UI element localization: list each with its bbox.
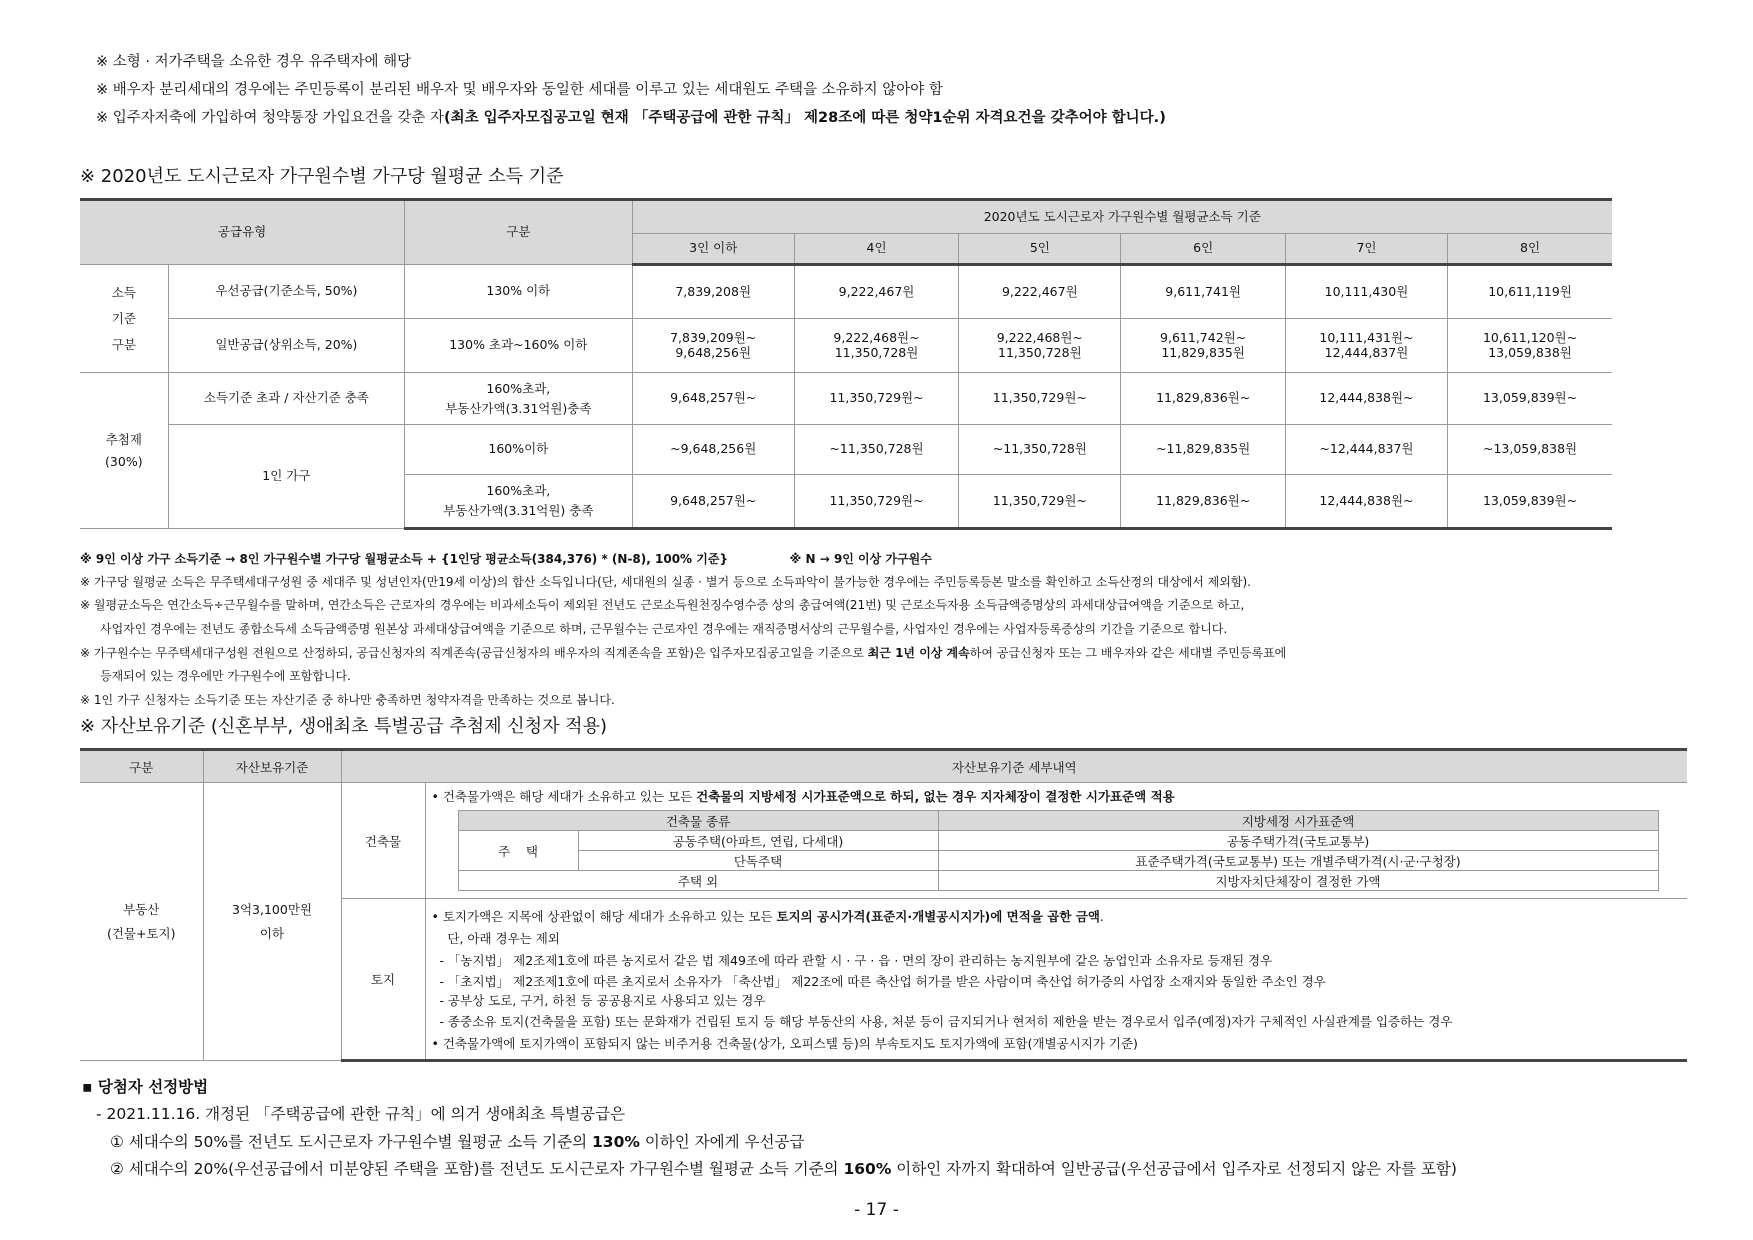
income-value: 9,222,467원 bbox=[959, 265, 1121, 319]
asset-criteria bbox=[203, 783, 341, 1061]
range-to: 11,350,728원 bbox=[998, 344, 1082, 360]
column-header: 3인 이하 bbox=[632, 234, 794, 265]
building-value: 지방자치단체장이 결정한 가액 bbox=[938, 871, 1658, 891]
asset-criteria-line: 3억3,100만원 bbox=[232, 901, 312, 917]
income-value: ~11,829,835원 bbox=[1121, 425, 1285, 475]
asset-category-line: 부동산 bbox=[123, 901, 160, 917]
range-from: 10,111,431원~ bbox=[1319, 330, 1414, 346]
income-value: 10,611,119원 bbox=[1448, 265, 1612, 319]
income-value: 11,350,729원~ bbox=[794, 373, 958, 425]
land-line: 단, 아래 경우는 제외 bbox=[431, 931, 560, 946]
criteria-line: 160%초과, bbox=[486, 483, 551, 498]
asset-table bbox=[80, 748, 1687, 1062]
income-group-label-line: 구분 bbox=[111, 336, 136, 352]
land-line-text: • 토지가액은 지목에 상관없이 해당 세대가 소유하고 있는 모든 bbox=[431, 909, 777, 924]
range-from: 9,222,468원~ bbox=[833, 330, 920, 346]
income-value: ~9,648,256원 bbox=[632, 425, 794, 475]
income-value: 11,350,729원~ bbox=[959, 475, 1121, 529]
selection-line-3-a: ② 세대수의 20%(우선공급에서 미분양된 주택을 포함)를 전년도 도시근로자 가구원수별 월평균 소득 기준의 bbox=[110, 1160, 844, 1178]
range-from: 7,839,209원~ bbox=[670, 330, 757, 346]
footnote-2: ※ 가구당 월평균 소득은 무주택세대구성원 중 세대주 및 성년인자(만19세 이상)의 합산 소득입니다(단, 세대원의 실종 · 별거 등으로 소득파악이 불가능한 경우에는 주민등록등본 말소를 확인하고 소득산정의 대상에서 제외함). bbox=[80, 575, 1251, 589]
criteria-line: 160%초과, bbox=[486, 380, 551, 396]
footnote-3: ※ 월평균소득은 연간소득÷근무월수를 말하며, 연간소득은 근로자의 경우에는 비과세소득이 제외된 전년도 근로소득원천징수영수증 상의 총급여액(21번) 및 근로소득자용 소득금액증명상의 과세대상급여액을 기준으로 하고, bbox=[80, 598, 1245, 612]
footnote-4-b: 하여 공급신청자 또는 그 배우자와 같은 세대별 주민등록표에 bbox=[969, 646, 1287, 660]
income-value: 13,059,839원~ bbox=[1448, 475, 1612, 529]
land-label: 토지 bbox=[341, 899, 425, 1061]
range-to: 12,444,837원 bbox=[1324, 344, 1409, 360]
land-line: • 건축물가액에 토지가액이 포함되지 않는 비주거용 건축물(상가, 오피스텔 등)의 부속토지도 토지가액에 포함(개별공시지가 기준) bbox=[431, 1036, 1138, 1051]
income-value: 12,444,838원~ bbox=[1285, 373, 1447, 425]
asset-header-criteria: 자산보유기준 bbox=[203, 750, 341, 783]
asset-criteria-line: 이하 bbox=[259, 925, 285, 941]
income-value: 10,111,430원 bbox=[1285, 265, 1447, 319]
header-supply-type: 공급유형 bbox=[80, 200, 405, 265]
header-income-group: 2020년도 도시근로자 가구원수별 월평균소득 기준 bbox=[632, 200, 1612, 234]
header-category: 구분 bbox=[405, 200, 632, 265]
footnote-4-bold: 최근 1년 이상 계속 bbox=[867, 646, 970, 660]
income-group-label-line: 기준 bbox=[111, 310, 136, 326]
selection-line-3-bold: 160% bbox=[843, 1160, 892, 1178]
row-type: 소득기준 초과 / 자산기준 충족 bbox=[168, 373, 404, 425]
income-range bbox=[1285, 319, 1447, 373]
row-type: 일반공급(상위소득, 20%) bbox=[168, 319, 404, 373]
income-range bbox=[959, 319, 1121, 373]
income-range bbox=[632, 319, 794, 373]
row-criteria bbox=[405, 475, 632, 529]
selection-title: ▪ 당첨자 선정방법 bbox=[82, 1078, 209, 1096]
building-intro-bold: 건축물의 지방세정 시가표준액으로 하되, 없는 경우 지자체장이 결정한 시가표준액 적용 bbox=[696, 789, 1175, 804]
row-criteria: 130% 초과~160% 이하 bbox=[405, 319, 632, 373]
asset-section-title: ※ 자산보유기준 (신혼부부, 생애최초 특별공급 추첨제 신청자 적용) bbox=[80, 716, 607, 737]
intro-note-1: ※ 소형 · 저가주택을 소유한 경우 유주택자에 해당 bbox=[96, 54, 412, 70]
range-to: 11,829,835원 bbox=[1161, 344, 1245, 360]
selection-line-3-b: 이하인 자까지 확대하여 일반공급(우선공급에서 입주자로 선정되지 않은 자를 포함) bbox=[891, 1160, 1457, 1178]
building-detail bbox=[425, 783, 1687, 899]
income-section-title: ※ 2020년도 도시근로자 가구원수별 가구당 월평균 소득 기준 bbox=[80, 166, 564, 187]
row-type: 1인 가구 bbox=[168, 425, 404, 529]
footnote-4-a: ※ 가구원수는 무주택세대구성원 전원으로 산정하되, 공급신청자의 직계존속(공급신청자의 배우자의 직계존속을 포함)은 입주자모집공고일을 기준으로 bbox=[80, 646, 868, 660]
selection-line-2-b: 이하인 자에게 우선공급 bbox=[639, 1133, 805, 1151]
income-value: 11,350,729원~ bbox=[959, 373, 1121, 425]
housing-label: 주 택 bbox=[458, 831, 578, 871]
income-range bbox=[1121, 319, 1285, 373]
building-label: 건축물 bbox=[341, 783, 425, 899]
income-value: ~11,350,728원 bbox=[794, 425, 958, 475]
income-value: ~13,059,838원 bbox=[1448, 425, 1612, 475]
income-range bbox=[1448, 319, 1612, 373]
land-line: - 「초지법」 제2조제1호에 따른 초지로서 소유자가 「축산법」 제22조에 따른 축산업 허가를 받은 사람이며 축산업 허가증의 사업장 소재지와 동일한 주소인 경우 bbox=[431, 974, 1326, 989]
land-line bbox=[432, 905, 1682, 928]
land-line-text: . bbox=[1099, 909, 1104, 924]
criteria-line: 부동산가액(3.31억원)충족 bbox=[445, 400, 592, 416]
asset-header-category: 구분 bbox=[80, 750, 203, 783]
column-header: 7인 bbox=[1285, 234, 1447, 265]
lottery-group-label bbox=[80, 373, 168, 529]
range-from: 9,222,468원~ bbox=[996, 330, 1083, 346]
intro-note-2: ※ 배우자 분리세대의 경우에는 주민등록이 분리된 배우자 및 배우자와 동일한 세대를 이루고 있는 세대원도 주택을 소유하지 않아야 함 bbox=[96, 82, 943, 98]
land-detail bbox=[425, 899, 1687, 1061]
footnote-4c: 등재되어 있는 경우에만 가구원수에 포함합니다. bbox=[100, 669, 351, 683]
building-kind-header: 건축물 종류 bbox=[458, 811, 938, 831]
row-criteria: 160%이하 bbox=[405, 425, 632, 475]
range-from: 10,611,120원~ bbox=[1482, 330, 1578, 346]
column-header: 4인 bbox=[794, 234, 958, 265]
land-line-bold: 토지의 공시가격(표준지·개별공시지가)에 면적을 곱한 금액 bbox=[776, 909, 1100, 924]
income-value: 11,350,729원~ bbox=[794, 475, 958, 529]
selection-line-2-a: ① 세대수의 50%를 전년도 도시근로자 가구원수별 월평균 소득 기준의 bbox=[110, 1133, 592, 1151]
land-line: - 공부상 도로, 구거, 하천 등 공공용지로 사용되고 있는 경우 bbox=[431, 993, 766, 1008]
footnote-3b: 사업자인 경우에는 전년도 종합소득세 소득금액증명 원본상 과세대상급여액을 기준으로 하며, 근무월수는 근로자인 경우에는 재직증명서상의 근무월수를, 사업자인 경우에는 사업자등록증상의 기간을 기준으로 합니다. bbox=[100, 622, 1228, 636]
asset-header-detail: 자산보유기준 세부내역 bbox=[341, 750, 1687, 783]
criteria-line: 부동산가액(3.31억원) 충족 bbox=[443, 503, 594, 518]
land-line: - 「농지법」 제2조제1호에 따른 농지로서 같은 법 제49조에 따라 관할 시 · 구 · 읍 · 면의 장이 관리하는 농지원부에 같은 농업인과 소유자로 등재된 경우 bbox=[431, 953, 1273, 968]
income-range bbox=[794, 319, 958, 373]
selection-line-1: - 2021.11.16. 개정된 「주택공급에 관한 규칙」에 의거 생애최초 특별공급은 bbox=[96, 1105, 626, 1123]
selection-line-2-bold: 130% bbox=[592, 1133, 640, 1151]
range-to: 11,350,728원 bbox=[834, 344, 919, 360]
building-value-table bbox=[458, 810, 1659, 891]
building-kind: 주택 외 bbox=[458, 871, 938, 891]
income-value: 11,829,836원~ bbox=[1121, 373, 1285, 425]
asset-category-line: (건물+토지) bbox=[106, 925, 176, 941]
asset-category bbox=[80, 783, 203, 1061]
building-value: 공동주택가격(국토교통부) bbox=[938, 831, 1658, 851]
footnote-4 bbox=[80, 644, 1286, 661]
page-number: - 17 - bbox=[854, 1200, 899, 1220]
range-to: 9,648,256원 bbox=[675, 344, 752, 360]
income-value: 7,839,208원 bbox=[632, 265, 794, 319]
intro-note-3 bbox=[96, 106, 1166, 127]
income-table bbox=[80, 198, 1612, 530]
income-value: 9,648,257원~ bbox=[632, 373, 794, 425]
income-value: 13,059,839원~ bbox=[1448, 373, 1612, 425]
footnote-1-tail: ※ N → 9인 이상 가구원수 bbox=[789, 552, 932, 566]
column-header: 8인 bbox=[1448, 234, 1612, 265]
row-type: 우선공급(기준소득, 50%) bbox=[168, 265, 404, 319]
footnote-5: ※ 1인 가구 신청자는 소득기준 또는 자산기준 중 하나만 충족하면 청약자격을 만족하는 것으로 봅니다. bbox=[80, 693, 615, 707]
income-group-label bbox=[80, 265, 168, 373]
intro-note-3-plain: ※ 입주자저축에 가입하여 청약통장 가입요건을 갖춘 자 bbox=[96, 110, 444, 126]
income-value: 9,611,741원 bbox=[1121, 265, 1285, 319]
lottery-group-label-line: (30%) bbox=[105, 453, 143, 469]
footnote-1 bbox=[80, 550, 932, 567]
building-kind: 공동주택(아파트, 연립, 다세대) bbox=[578, 831, 938, 851]
building-value-header: 지방세정 시가표준액 bbox=[938, 811, 1658, 831]
column-header: 5인 bbox=[959, 234, 1121, 265]
range-to: 13,059,838원 bbox=[1488, 344, 1572, 360]
building-kind: 단독주택 bbox=[578, 851, 938, 871]
building-value: 표준주택가격(국토교통부) 또는 개별주택가격(시·군·구청장) bbox=[938, 851, 1658, 871]
income-value: 12,444,838원~ bbox=[1285, 475, 1447, 529]
selection-line-3 bbox=[110, 1157, 1457, 1179]
lottery-group-label-line: 추첨제 bbox=[105, 431, 142, 447]
selection-line-2 bbox=[110, 1130, 804, 1152]
row-criteria bbox=[405, 373, 632, 425]
column-header: 6인 bbox=[1121, 234, 1285, 265]
income-value: 9,222,467원 bbox=[794, 265, 958, 319]
income-value: 11,829,836원~ bbox=[1121, 475, 1285, 529]
income-value: 9,648,257원~ bbox=[632, 475, 794, 529]
land-line: - 종중소유 토지(건축물을 포함) 또는 문화재가 건립된 토지 등 해당 부동산의 사용, 처분 등이 금지되거나 현저히 제한을 받는 경우로서 입주(예정)자가 구체적인 사실관계를 입증하는 경우 bbox=[431, 1014, 1453, 1029]
income-value: ~11,350,728원 bbox=[959, 425, 1121, 475]
building-intro bbox=[432, 787, 1682, 806]
intro-note-3-bold: (최초 입주자모집공고일 현재 「주택공급에 관한 규칙」 제28조에 따른 청약1순위 자격요건을 갖추어야 합니다.) bbox=[443, 110, 1166, 126]
row-criteria: 130% 이하 bbox=[405, 265, 632, 319]
building-intro-a: • 건축물가액은 해당 세대가 소유하고 있는 모든 bbox=[431, 789, 697, 804]
range-from: 9,611,742원~ bbox=[1160, 330, 1247, 346]
income-value: ~12,444,837원 bbox=[1285, 425, 1447, 475]
income-group-label-line: 소득 bbox=[111, 284, 136, 300]
footnote-1-bold: ※ 9인 이상 가구 소득기준 → 8인 가구원수별 가구당 월평균소득 + {1인당 평균소득(384,376) * (N-8), 100% 기준} bbox=[80, 552, 728, 566]
